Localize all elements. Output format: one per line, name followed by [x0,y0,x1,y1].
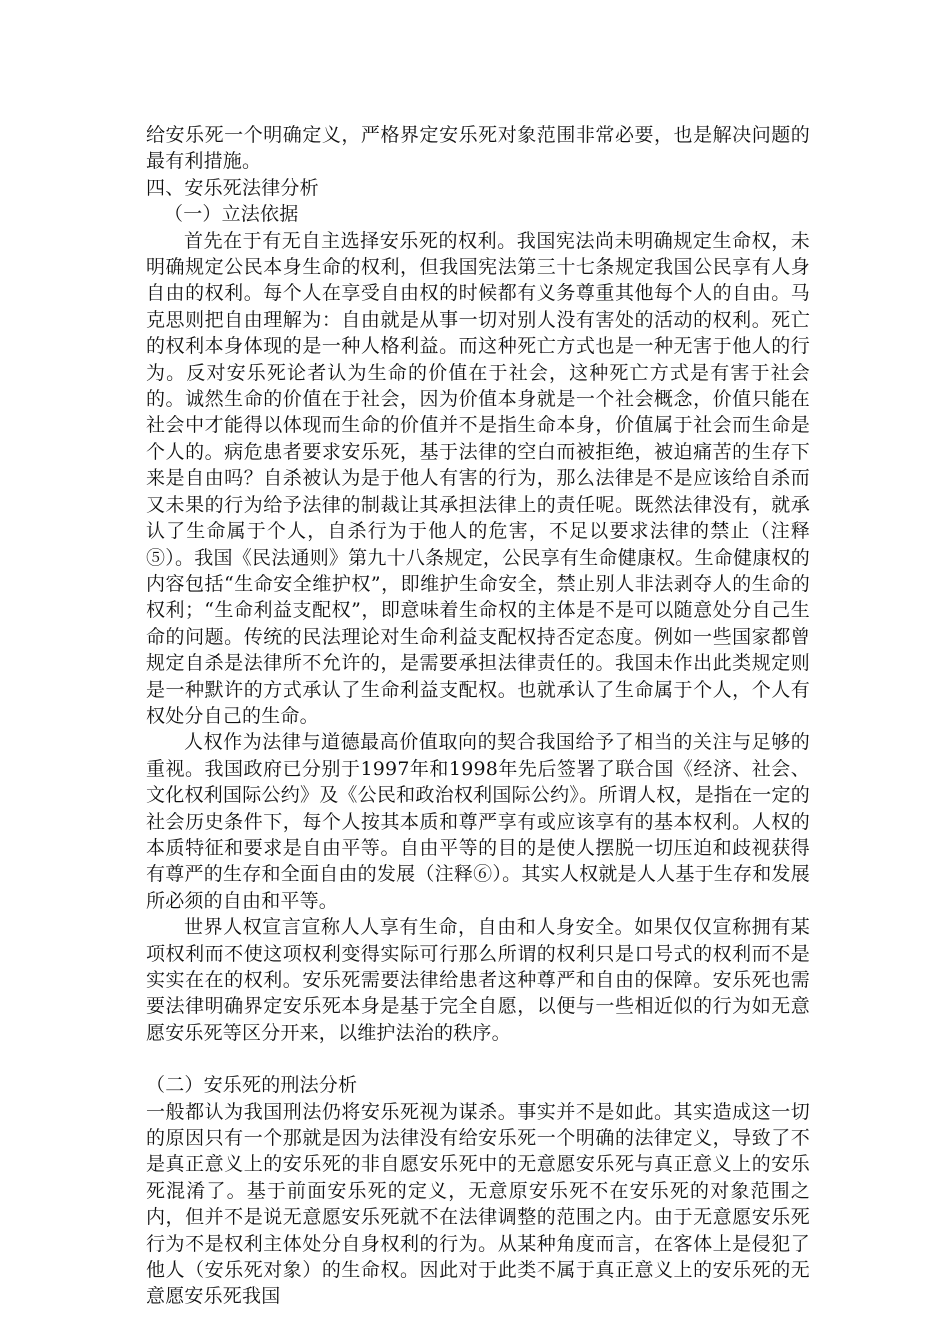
paragraph-criminal-law-analysis: 一般都认为我国刑法仍将安乐死视为谋杀。事实并不是如此。其实造成这一切的原因只有一个那就是因为法律没有给安乐死一个明确的法律定义，导致了不是真正意义上的安乐死的非自愿安乐死中的无意愿安乐死与真正意义上的安乐死混淆了。基于前面安乐死的定义，无意原安乐死不在安乐死的对象范围之内，但并不是说无意愿安乐死就不在法律调整的范围之内。由于无意愿安乐死行为不是权利主体处分自身权利的行为。从某种角度而言，在客体上是侵犯了他人（安乐死对象）的生命权。因此对于此类不属于真正意义上的安乐死的无意愿安乐死我国 [146,1100,810,1308]
paragraph-human-rights: 人权作为法律与道德最高价值取向的契合我国给予了相当的关注与足够的重视。我国政府已分别于1997年和1998年先后签署了联合国《经济、社会、文化权利国际公约》及《公民和政治权利国际公约》。所谓人权，是指在一定的社会历史条件下，每个人按其本质和尊严享有或应该享有的基本权利。人权的本质特征和要求是自由平等。自由平等的目的是使人摆脱一切压迫和歧视获得有尊严的生存和全面自由的发展（注释⑥）。其实人权就是人人基于生存和发展所必须的自由和平等。 [146,731,810,912]
paragraph-universal-declaration: 世界人权宣言宣称人人享有生命，自由和人身安全。如果仅仅宣称拥有某项权利而不使这项权利变得实际可行那么所谓的权利只是口号式的权利而不是实实在在的权利。安乐死需要法律给患者这种尊严和自由的保障。安乐死也需要法律明确界定安乐死本身是基于完全自愿，以便与一些相近似的行为如无意愿安乐死等区分开来，以维护法治的秩序。 [146,916,810,1044]
paragraph-right-to-choose: 首先在于有无自主选择安乐死的权利。我国宪法尚未明确规定生命权，未明确规定公民本身生命的权利，但我国宪法第三十七条规定我国公民享有人身自由的权利。每个人在享受自由权的时候都有义务尊重其他每个人的自由。马克思则把自由理解为：自由就是从事一切对别人没有害处的活动的权利。死亡的权利本身体现的是一种人格利益。而这种死亡方式也是一种无害于他人的行为。反对安乐死论者认为生命的价值在于社会，这种死亡方式是有害于社会的。诚然生命的价值在于社会，因为价值本身就是一个社会概念，价值只能在社会中才能得以体现而生命的价值并不是指生命本身，价值属于社会而生命是个人的。病危患者要求安乐死，基于法律的空白而被拒绝，被迫痛苦的生存下来是自由吗？自杀被认为是于他人有害的行为，那么法律是不是应该给自杀而又未果的行为给予法律的制裁让其承担法律上的责任呢。既然法律没有，就承认了生命属于个人，自杀行为于他人的危害，不足以要求法律的禁止（注释⑤）。我国《民法通则》第九十八条规定，公民享有生命健康权。生命健康权的内容包括“生命安全维护权”，即维护生命安全，禁止别人非法剥夺人的生命的权利；“生命利益支配权”，即意味着生命权的主体是不是可以随意处分自己生命的问题。传统的民法理论对生命利益支配权持否定态度。例如一些国家都曾规定自杀是法律所不允许的，是需要承担法律责任的。我国未作出此类规定则是一种默许的方式承认了生命利益支配权。也就承认了生命属于个人，个人有权处分自己的生命。 [146,229,810,727]
paragraph-intro: 给安乐死一个明确定义，严格界定安乐死对象范围非常必要，也是解决问题的最有利措施。 [146,124,810,173]
paragraph-spacer [146,1046,810,1072]
section-heading-legal-analysis: 四、安乐死法律分析 [146,176,319,199]
subsection-heading-legislative-basis: （一）立法依据 [164,203,299,226]
subsection-heading-criminal-law: （二）安乐死的刑法分析 [146,1074,358,1097]
document-page [146,122,810,1310]
